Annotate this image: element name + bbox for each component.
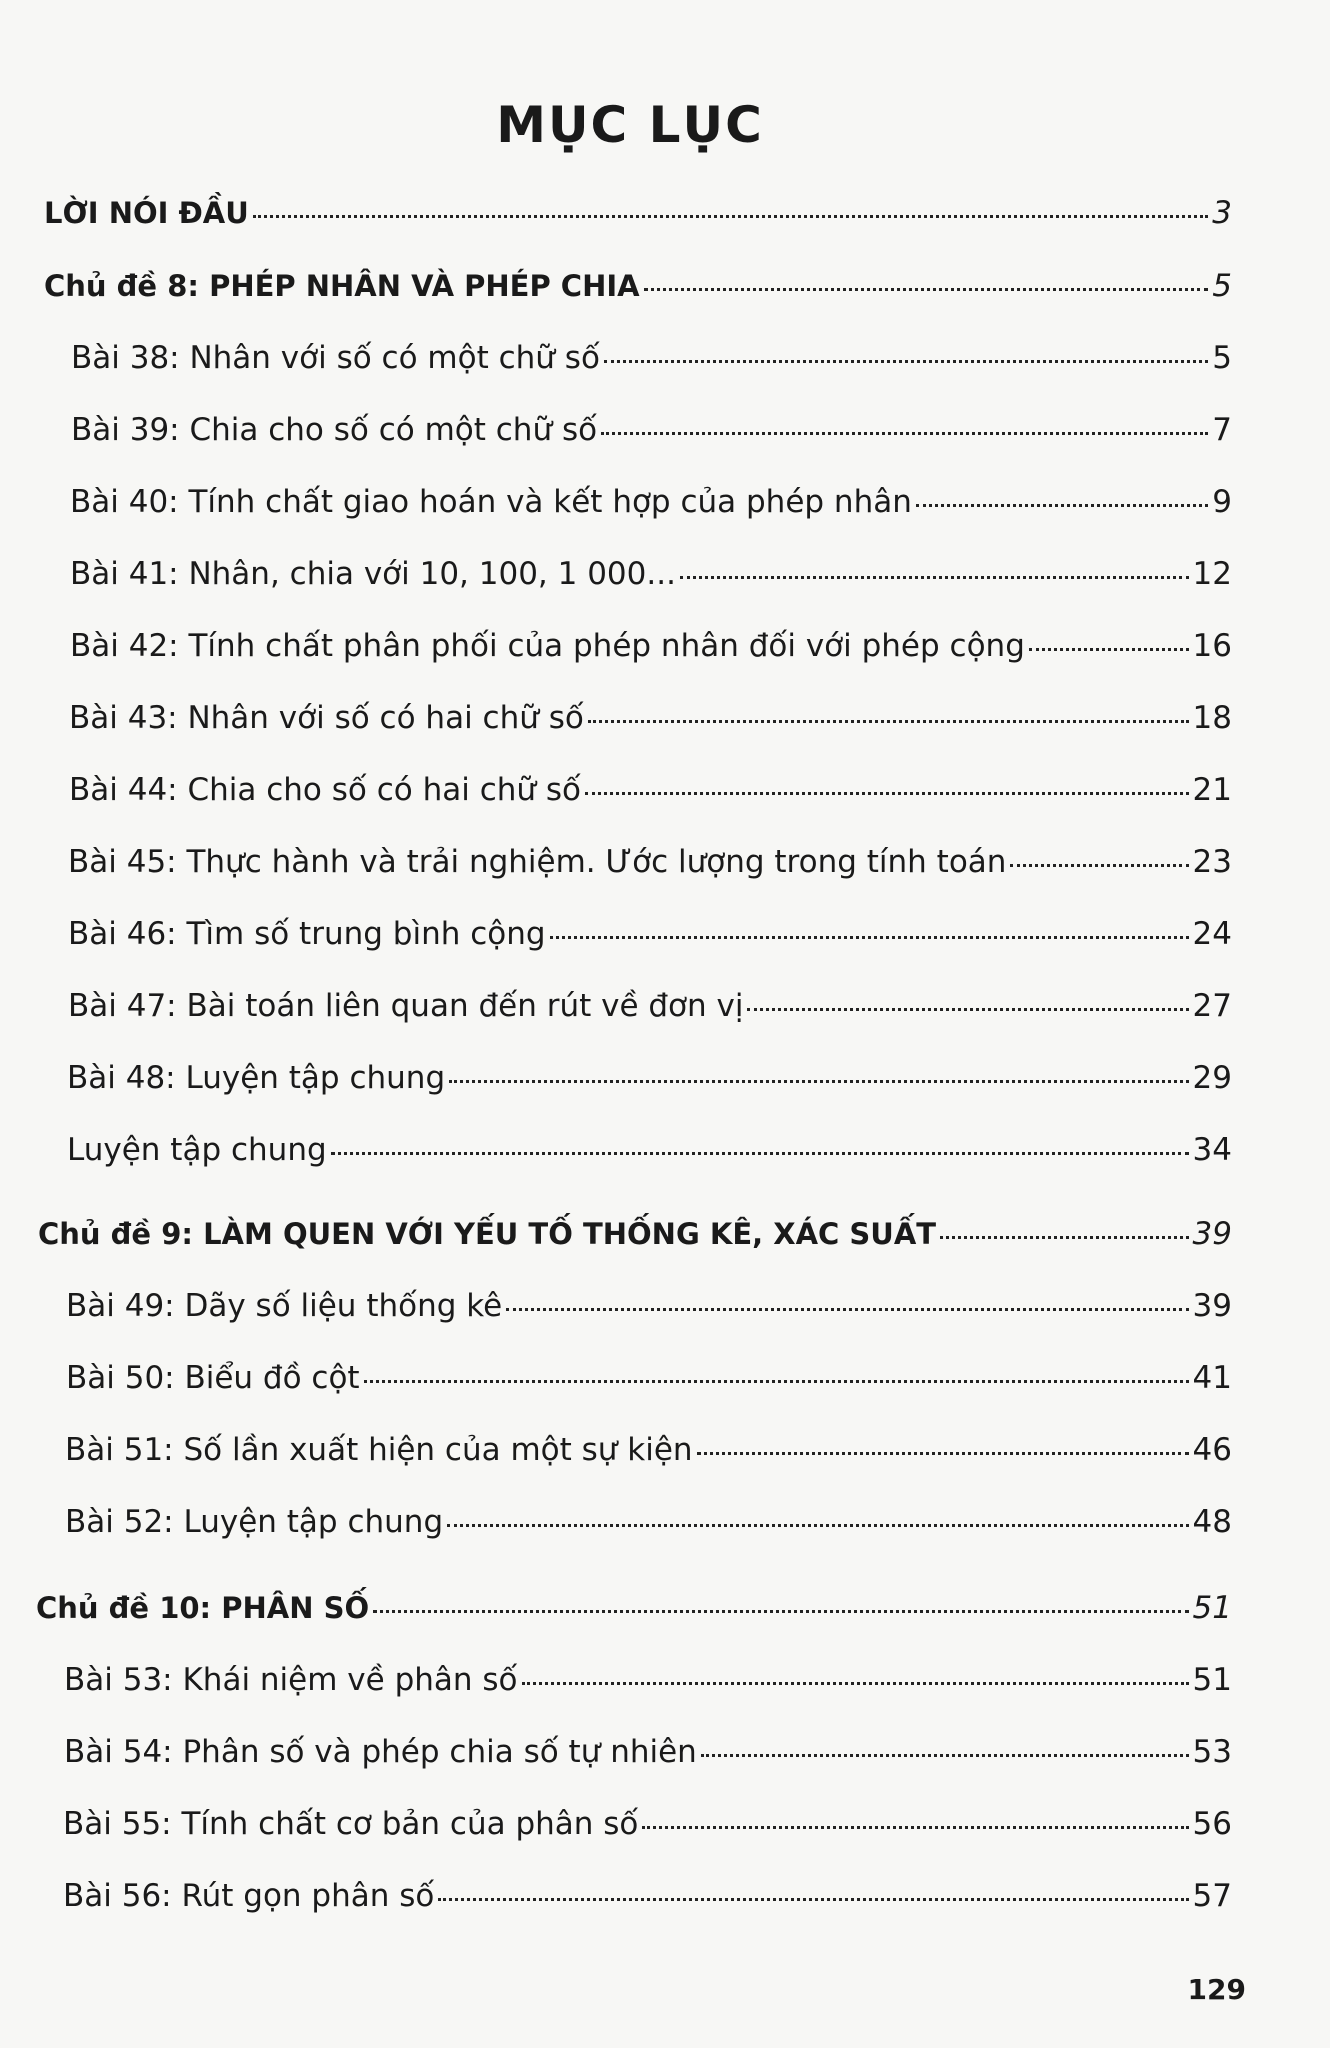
dot-leader — [644, 288, 1209, 291]
toc-entry-page: 3 — [1212, 195, 1232, 231]
toc-entry-page: 51 — [1192, 1662, 1232, 1698]
toc-entry-title: Bài 55: Tính chất cơ bản của phân số — [63, 1806, 639, 1842]
toc-entry — [70, 484, 1232, 520]
toc-entry-title: LỜI NÓI ĐẦU — [44, 196, 249, 230]
toc-entry-title: Bài 45: Thực hành và trải nghiệm. Ước lượng trong tính toán — [68, 844, 1007, 880]
toc-heading — [36, 1590, 1232, 1626]
toc-entry — [68, 916, 1232, 952]
toc-entry-title: Bài 50: Biểu đồ cột — [66, 1360, 360, 1396]
toc-entry-page: 18 — [1192, 700, 1232, 736]
dot-leader — [550, 936, 1189, 939]
dot-leader — [701, 1754, 1189, 1757]
toc-entry-title: Bài 41: Nhân, chia với 10, 100, 1 000... — [70, 556, 676, 592]
toc-entry — [70, 556, 1232, 592]
dot-leader — [585, 792, 1189, 795]
toc-entry-title: Bài 42: Tính chất phân phối của phép nhân đối với phép cộng — [70, 628, 1025, 664]
toc-entry-title: Chủ đề 10: PHÂN SỐ — [36, 1591, 370, 1625]
dot-leader — [1010, 864, 1188, 867]
toc-entry-page: 41 — [1192, 1360, 1232, 1396]
toc-entry — [71, 412, 1232, 448]
dot-leader — [364, 1380, 1189, 1383]
toc-entry-page: 9 — [1212, 484, 1232, 520]
dot-leader — [438, 1898, 1188, 1901]
toc-entry — [67, 1132, 1232, 1168]
dot-leader — [522, 1682, 1189, 1685]
toc-entry-page: 48 — [1192, 1504, 1232, 1540]
toc-heading — [44, 268, 1232, 304]
toc-entry-title: Chủ đề 9: LÀM QUEN VỚI YẾU TỐ THỐNG KÊ, XÁC SUẤT — [38, 1217, 937, 1251]
toc-entry-page: 53 — [1192, 1734, 1232, 1770]
toc-entry-page: 39 — [1192, 1216, 1232, 1252]
dot-leader — [253, 215, 1208, 218]
toc-entry-page: 5 — [1212, 340, 1232, 376]
toc-entry — [69, 772, 1232, 808]
toc-entry — [66, 1360, 1232, 1396]
toc-entry-title: Bài 44: Chia cho số có hai chữ số — [69, 772, 581, 808]
toc-entry-page: 51 — [1192, 1590, 1232, 1626]
dot-leader — [447, 1524, 1188, 1527]
toc-entry-title: Bài 52: Luyện tập chung — [65, 1504, 444, 1540]
toc-entry-title: Bài 53: Khái niệm về phân số — [64, 1662, 518, 1698]
toc-entry — [65, 1432, 1232, 1468]
dot-leader — [588, 720, 1189, 723]
toc-entry-page: 16 — [1192, 628, 1232, 664]
toc-entry-page: 29 — [1192, 1060, 1232, 1096]
toc-entry — [69, 700, 1232, 736]
dot-leader — [916, 504, 1208, 507]
toc-entry-title: Bài 43: Nhân với số có hai chữ số — [69, 700, 584, 736]
toc-entry — [70, 628, 1232, 664]
toc-entry — [64, 1734, 1232, 1770]
toc-heading — [44, 195, 1232, 231]
toc-entry-title: Bài 38: Nhân với số có một chữ số — [71, 340, 600, 376]
toc-entry — [71, 340, 1232, 376]
toc-entry-page: 7 — [1212, 412, 1232, 448]
toc-entry-page: 12 — [1192, 556, 1232, 592]
dot-leader — [680, 576, 1189, 579]
toc-entry-title: Bài 40: Tính chất giao hoán và kết hợp của phép nhân — [70, 484, 912, 520]
dot-leader — [697, 1452, 1189, 1455]
toc-entry — [63, 1806, 1232, 1842]
toc-entry — [68, 844, 1232, 880]
dot-leader — [1029, 648, 1189, 651]
toc-entry-title: Luyện tập chung — [67, 1132, 327, 1168]
toc-entry-page: 27 — [1192, 988, 1232, 1024]
toc-entry-page: 23 — [1192, 844, 1232, 880]
toc-entry-page: 5 — [1212, 268, 1232, 304]
toc-entry-title: Bài 56: Rút gọn phân số — [63, 1878, 435, 1914]
toc-entry-title: Bài 47: Bài toán liên quan đến rút về đơn vị — [68, 988, 744, 1024]
dot-leader — [940, 1236, 1188, 1239]
toc-entry-page: 56 — [1192, 1806, 1232, 1842]
page-title: MỤC LỤC — [496, 96, 764, 154]
toc-entry-title: Bài 48: Luyện tập chung — [67, 1060, 446, 1096]
dot-leader — [373, 1610, 1188, 1613]
toc-heading — [38, 1216, 1232, 1252]
toc-entry-title: Chủ đề 8: PHÉP NHÂN VÀ PHÉP CHIA — [44, 269, 640, 303]
dot-leader — [601, 432, 1208, 435]
toc-entry — [65, 1504, 1232, 1540]
toc-entry — [67, 1060, 1232, 1096]
toc-entry-page: 57 — [1192, 1878, 1232, 1914]
toc-entry-page: 34 — [1192, 1132, 1232, 1168]
toc-entry-title: Bài 39: Chia cho số có một chữ số — [71, 412, 598, 448]
toc-entry-page: 21 — [1192, 772, 1232, 808]
dot-leader — [506, 1308, 1188, 1311]
toc-entry-title: Bài 54: Phân số và phép chia số tự nhiên — [64, 1734, 697, 1770]
toc-entry-page: 46 — [1192, 1432, 1232, 1468]
dot-leader — [331, 1152, 1189, 1155]
dot-leader — [604, 360, 1208, 363]
toc-entry-page: 39 — [1192, 1288, 1232, 1324]
dot-leader — [747, 1008, 1188, 1011]
toc-entry — [66, 1288, 1232, 1324]
toc-entry-page: 24 — [1192, 916, 1232, 952]
page-number: 129 — [1187, 1973, 1246, 2006]
toc-entry — [64, 1662, 1232, 1698]
toc-entry-title: Bài 46: Tìm số trung bình cộng — [68, 916, 546, 952]
toc-entry-title: Bài 51: Số lần xuất hiện của một sự kiện — [65, 1432, 693, 1468]
dot-leader — [449, 1080, 1188, 1083]
toc-entry — [63, 1878, 1232, 1914]
dot-leader — [642, 1826, 1188, 1829]
toc-entry — [68, 988, 1232, 1024]
toc-entry-title: Bài 49: Dãy số liệu thống kê — [66, 1288, 503, 1324]
